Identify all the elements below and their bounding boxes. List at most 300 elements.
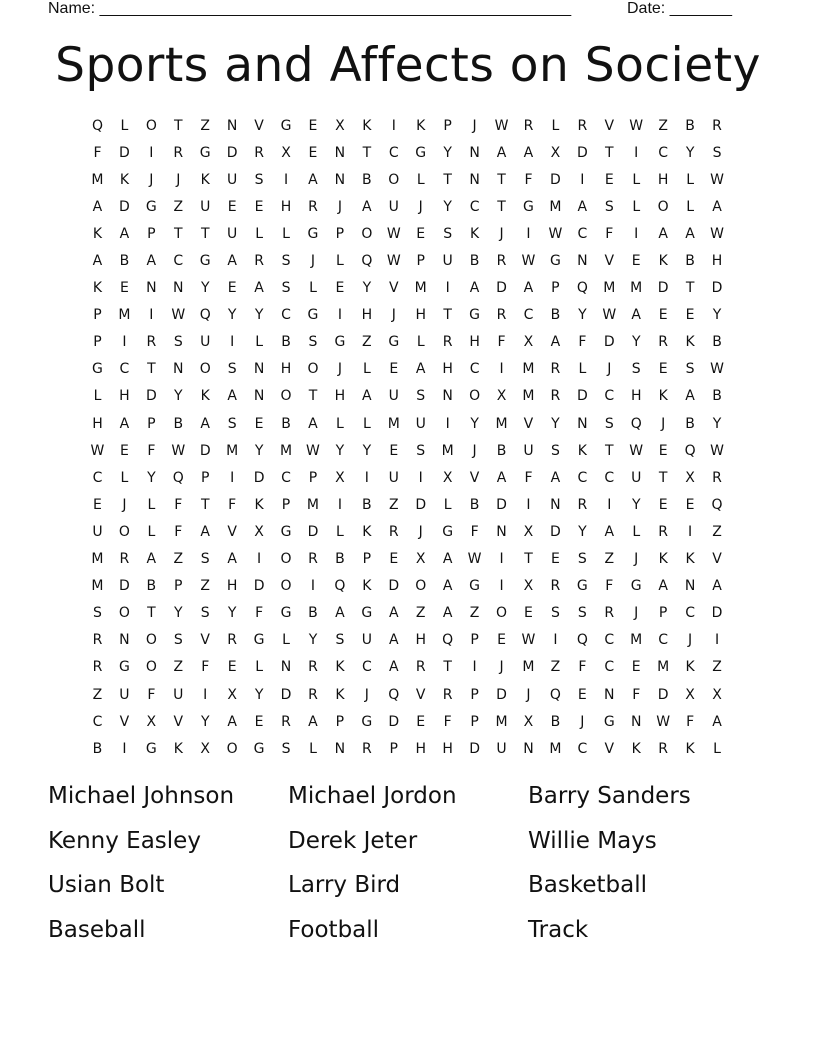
grid-letter: H <box>226 578 238 595</box>
letter-grid <box>84 112 734 762</box>
grid-letter: G <box>576 578 588 595</box>
grid-letter: S <box>281 253 291 270</box>
grid-letter: H <box>630 388 642 405</box>
grid-letter: D <box>253 469 265 486</box>
grid-letter: T <box>658 469 668 486</box>
grid-row <box>84 410 734 437</box>
grid-letter: F <box>255 605 264 622</box>
grid-letter: M <box>91 551 104 568</box>
grid-letter: F <box>524 469 533 486</box>
grid-letter: L <box>578 361 587 378</box>
grid-letter: F <box>228 496 237 513</box>
grid-letter: H <box>711 253 723 270</box>
grid-letter: S <box>550 605 560 622</box>
grid-letter: P <box>200 469 210 486</box>
grid-letter: P <box>335 225 345 242</box>
grid-letter: L <box>255 334 263 351</box>
grid-letter: A <box>685 225 695 242</box>
grid-row <box>84 708 734 735</box>
grid-letter: A <box>577 198 588 215</box>
grid-letter: I <box>553 632 558 649</box>
grid-letter: Q <box>630 415 642 432</box>
grid-letter: A <box>631 307 641 324</box>
grid-letter: M <box>387 415 400 432</box>
grid-letter: K <box>335 659 345 676</box>
grid-letter: J <box>176 171 181 188</box>
grid-letter: L <box>147 496 156 513</box>
grid-row <box>84 193 734 220</box>
date-field-label: Date: _______ <box>627 0 732 17</box>
grid-row <box>84 491 734 518</box>
grid-letter: R <box>550 578 561 595</box>
grid-letter: K <box>200 171 210 188</box>
grid-row <box>84 329 734 356</box>
grid-letter: B <box>712 334 722 351</box>
grid-letter: L <box>443 496 452 513</box>
grid-letter: G <box>145 198 157 215</box>
grid-letter: H <box>469 334 480 351</box>
grid-letter: K <box>685 740 695 757</box>
grid-letter: U <box>227 171 238 188</box>
grid-letter: U <box>200 198 211 215</box>
word-bank-item: Barry Sanders <box>528 783 691 809</box>
grid-letter: A <box>227 551 237 568</box>
grid-letter: Z <box>388 496 399 513</box>
grid-letter: J <box>337 361 342 378</box>
grid-letter: O <box>361 225 373 242</box>
grid-letter: W <box>710 225 724 242</box>
grid-letter: V <box>254 117 264 134</box>
grid-letter: P <box>93 334 102 351</box>
grid-letter: A <box>388 659 399 676</box>
grid-letter: P <box>335 713 345 730</box>
grid-letter: M <box>91 578 104 595</box>
grid-letter: R <box>712 469 722 486</box>
grid-letter: K <box>685 334 695 351</box>
grid-letter: G <box>361 713 373 730</box>
grid-letter: S <box>416 388 426 405</box>
grid-letter: T <box>605 144 614 161</box>
grid-letter: K <box>362 523 372 540</box>
grid-letter: Q <box>576 280 588 297</box>
grid-letter: J <box>122 496 127 513</box>
grid-letter: R <box>388 523 399 540</box>
grid-letter: M <box>522 388 535 405</box>
grid-letter: S <box>416 442 426 459</box>
grid-letter: I <box>122 334 127 351</box>
grid-letter: W <box>710 442 724 459</box>
grid-letter: E <box>227 659 237 676</box>
grid-letter: W <box>629 442 644 459</box>
grid-letter: N <box>119 632 130 649</box>
grid-letter: W <box>548 225 563 242</box>
grid-letter: K <box>92 225 103 242</box>
grid-letter: U <box>496 740 507 757</box>
grid-letter: J <box>634 551 639 568</box>
grid-letter: B <box>469 253 480 270</box>
grid-letter: D <box>253 578 265 595</box>
grid-letter: Y <box>254 442 264 459</box>
grid-letter: X <box>523 578 534 595</box>
grid-letter: C <box>281 307 291 324</box>
grid-letter: W <box>467 551 482 568</box>
grid-letter: P <box>362 551 372 568</box>
grid-letter: S <box>227 415 237 432</box>
grid-letter: M <box>306 496 320 513</box>
grid-letter: O <box>145 632 157 649</box>
grid-letter: A <box>496 469 507 486</box>
grid-letter: R <box>281 713 291 730</box>
grid-letter: G <box>334 334 346 351</box>
grid-letter: L <box>632 198 641 215</box>
grid-letter: X <box>335 469 345 486</box>
grid-letter: C <box>92 713 103 730</box>
grid-letter: C <box>281 469 291 486</box>
grid-letter: X <box>496 388 507 405</box>
grid-letter: P <box>147 225 156 242</box>
grid-letter: Z <box>200 117 211 134</box>
grid-letter: W <box>629 117 644 134</box>
grid-letter: I <box>526 225 531 242</box>
grid-letter: Q <box>199 307 211 324</box>
grid-letter: B <box>550 713 561 730</box>
grid-letter: K <box>335 686 345 703</box>
grid-letter: A <box>227 388 237 405</box>
grid-letter: Z <box>550 659 561 676</box>
grid-letter: V <box>227 523 237 540</box>
grid-letter: B <box>685 253 695 270</box>
grid-letter: K <box>470 225 480 242</box>
word-bank-item: Kenny Easley <box>48 827 201 854</box>
grid-letter: N <box>334 144 346 161</box>
grid-letter: G <box>523 198 534 215</box>
grid-letter: I <box>714 632 720 649</box>
grid-letter: W <box>521 632 536 649</box>
grid-letter: L <box>255 225 263 242</box>
grid-letter: Y <box>685 144 695 161</box>
grid-letter: A <box>362 388 372 405</box>
grid-letter: W <box>602 307 617 324</box>
grid-letter: N <box>334 740 346 757</box>
grid-letter: Q <box>388 686 400 703</box>
grid-letter: Z <box>658 117 668 134</box>
grid-letter: R <box>712 117 722 134</box>
grid-letter: R <box>119 551 130 568</box>
grid-letter: F <box>605 578 614 595</box>
grid-letter: M <box>630 280 643 297</box>
grid-row <box>84 247 734 274</box>
grid-letter: C <box>469 198 480 215</box>
grid-letter: Y <box>578 523 587 540</box>
grid-letter: C <box>604 388 615 405</box>
grid-letter: B <box>281 415 291 432</box>
grid-letter: Y <box>227 605 237 622</box>
grid-letter: V <box>200 632 210 649</box>
grid-letter: A <box>712 578 722 595</box>
grid-letter: I <box>364 469 369 486</box>
grid-letter: N <box>496 523 507 540</box>
grid-letter: O <box>415 578 427 595</box>
grid-letter: Q <box>334 578 346 595</box>
grid-letter: J <box>418 523 423 540</box>
grid-letter: T <box>605 442 614 459</box>
grid-letter: D <box>415 496 427 513</box>
grid-letter: X <box>335 117 345 134</box>
grid-letter: N <box>442 388 453 405</box>
grid-letter: K <box>631 740 641 757</box>
grid-letter: E <box>227 198 237 215</box>
grid-letter: S <box>281 280 291 297</box>
grid-letter: I <box>634 225 639 242</box>
grid-letter: I <box>310 578 316 595</box>
grid-letter: M <box>441 442 454 459</box>
grid-letter: E <box>658 496 668 513</box>
grid-letter: E <box>389 361 399 378</box>
grid-letter: I <box>337 307 342 324</box>
word-bank-item: Football <box>288 916 380 943</box>
grid-letter: E <box>685 307 695 324</box>
grid-letter: P <box>470 632 479 649</box>
grid-letter: L <box>309 740 317 757</box>
grid-letter: L <box>713 740 721 757</box>
grid-letter: W <box>386 225 401 242</box>
grid-letter: D <box>711 280 723 297</box>
grid-letter: S <box>281 740 291 757</box>
grid-letter: K <box>254 496 264 513</box>
grid-letter: K <box>200 388 210 405</box>
grid-letter: U <box>388 388 399 405</box>
grid-letter: K <box>362 578 372 595</box>
grid-letter: Y <box>362 442 372 459</box>
grid-letter: E <box>416 713 426 730</box>
grid-letter: Q <box>549 686 561 703</box>
grid-letter: A <box>254 280 264 297</box>
grid-letter: D <box>119 144 130 161</box>
grid-letter: Z <box>604 551 615 568</box>
grid-letter: J <box>634 605 639 622</box>
grid-letter: R <box>308 686 318 703</box>
grid-row <box>84 139 734 166</box>
grid-letter: S <box>604 198 614 215</box>
grid-letter: C <box>577 225 588 242</box>
grid-letter: B <box>685 117 695 134</box>
word-bank-item: Larry Bird <box>288 872 401 898</box>
grid-row <box>84 464 734 491</box>
grid-letter: Z <box>173 659 184 676</box>
grid-letter: F <box>174 523 183 540</box>
grid-letter: S <box>200 551 210 568</box>
grid-letter: C <box>173 253 184 270</box>
grid-letter: X <box>685 686 695 703</box>
grid-letter: R <box>254 253 264 270</box>
grid-letter: G <box>630 578 642 595</box>
grid-letter: J <box>580 713 585 730</box>
grid-letter: N <box>334 171 346 188</box>
grid-letter: W <box>90 442 105 459</box>
grid-letter: J <box>472 442 477 459</box>
grid-letter: P <box>147 415 156 432</box>
grid-letter: I <box>149 144 154 161</box>
word-bank-item: Basketball <box>528 872 647 898</box>
grid-letter: V <box>173 713 184 730</box>
grid-row <box>84 356 734 383</box>
grid-letter: F <box>174 496 183 513</box>
grid-letter: A <box>658 225 668 242</box>
grid-letter: T <box>200 496 210 513</box>
grid-letter: P <box>470 686 479 703</box>
grid-letter: E <box>685 496 695 513</box>
grid-letter: J <box>499 659 504 676</box>
grid-letter: F <box>578 659 587 676</box>
grid-letter: T <box>443 659 452 676</box>
grid-letter: Y <box>227 307 237 324</box>
grid-letter: E <box>416 225 426 242</box>
grid-letter: B <box>712 388 722 405</box>
grid-letter: K <box>119 171 129 188</box>
grid-letter: W <box>171 442 186 459</box>
grid-letter: D <box>388 713 400 730</box>
word-bank-item: Derek Jeter <box>288 827 418 854</box>
grid-letter: J <box>661 415 666 432</box>
grid-letter: J <box>472 117 477 134</box>
grid-letter: Q <box>361 253 373 270</box>
grid-letter: W <box>710 361 724 378</box>
grid-letter: I <box>283 171 289 188</box>
grid-row <box>84 275 734 302</box>
grid-row <box>84 518 734 545</box>
grid-letter: C <box>388 144 399 161</box>
grid-row <box>84 735 734 762</box>
grid-letter: H <box>415 740 426 757</box>
grid-letter: E <box>550 551 560 568</box>
grid-letter: G <box>253 740 265 757</box>
grid-letter: J <box>364 686 369 703</box>
grid-letter: S <box>550 442 560 459</box>
grid-letter: S <box>308 334 318 351</box>
grid-letter: T <box>147 361 156 378</box>
grid-letter: L <box>416 334 425 351</box>
grid-letter: D <box>280 686 292 703</box>
grid-letter: U <box>442 253 453 270</box>
grid-letter: Y <box>551 415 560 432</box>
grid-letter: G <box>118 659 130 676</box>
grid-letter: K <box>577 442 587 459</box>
grid-letter: N <box>173 361 184 378</box>
grid-letter: S <box>712 144 722 161</box>
grid-letter: T <box>200 225 210 242</box>
grid-letter: S <box>631 361 641 378</box>
grid-letter: L <box>309 280 317 297</box>
grid-letter: N <box>280 659 292 676</box>
grid-letter: G <box>280 523 292 540</box>
grid-letter: F <box>147 442 156 459</box>
grid-letter: D <box>496 496 507 513</box>
grid-letter: H <box>334 388 346 405</box>
grid-letter: E <box>631 659 641 676</box>
grid-letter: U <box>200 334 211 351</box>
grid-letter: D <box>496 686 507 703</box>
grid-letter: Y <box>200 280 210 297</box>
grid-letter: Y <box>631 496 641 513</box>
grid-letter: O <box>118 605 130 622</box>
grid-letter: Y <box>335 442 345 459</box>
grid-letter: U <box>388 469 399 486</box>
grid-letter: L <box>686 171 694 188</box>
grid-letter: J <box>391 307 396 324</box>
grid-letter: P <box>658 605 668 622</box>
grid-letter: Q <box>91 117 103 134</box>
grid-letter: B <box>173 415 184 432</box>
grid-letter: D <box>657 686 669 703</box>
grid-letter: M <box>630 632 643 649</box>
grid-row <box>84 302 734 329</box>
grid-letter: W <box>494 117 509 134</box>
grid-letter: G <box>549 253 561 270</box>
grid-letter: I <box>203 686 208 703</box>
grid-letter: I <box>499 578 504 595</box>
grid-letter: J <box>149 171 154 188</box>
grid-letter: Z <box>712 659 722 676</box>
grid-letter: K <box>658 551 668 568</box>
grid-letter: M <box>414 280 427 297</box>
grid-letter: Z <box>469 605 480 622</box>
grid-letter: K <box>685 551 695 568</box>
grid-letter: R <box>227 632 238 649</box>
grid-letter: O <box>145 659 157 676</box>
grid-letter: I <box>472 659 477 676</box>
grid-letter: Y <box>578 307 587 324</box>
grid-letter: A <box>335 605 345 622</box>
grid-letter: X <box>281 144 291 161</box>
grid-letter: I <box>499 361 504 378</box>
grid-letter: A <box>442 551 453 568</box>
grid-letter: E <box>119 442 129 459</box>
grid-letter: R <box>550 388 561 405</box>
grid-letter: L <box>551 117 560 134</box>
grid-letter: I <box>122 740 127 757</box>
word-bank-item: Usian Bolt <box>48 872 165 898</box>
grid-letter: M <box>522 659 535 676</box>
grid-letter: X <box>523 523 534 540</box>
grid-letter: G <box>415 144 427 161</box>
grid-letter: J <box>499 225 504 242</box>
grid-letter: M <box>279 442 293 459</box>
grid-letter: X <box>685 469 695 486</box>
grid-letter: Y <box>631 334 641 351</box>
grid-letter: O <box>388 171 400 188</box>
grid-letter: X <box>415 551 426 568</box>
grid-letter: C <box>361 659 372 676</box>
grid-letter: O <box>657 198 669 215</box>
grid-letter: L <box>362 361 371 378</box>
grid-letter: N <box>577 415 588 432</box>
grid-letter: X <box>442 469 453 486</box>
grid-letter: S <box>93 605 102 622</box>
grid-letter: B <box>92 740 103 757</box>
grid-letter: B <box>362 496 372 513</box>
grid-letter: M <box>549 740 562 757</box>
grid-letter: I <box>607 496 612 513</box>
grid-letter: N <box>253 388 265 405</box>
grid-letter: H <box>415 632 426 649</box>
grid-letter: E <box>524 605 533 622</box>
grid-letter: A <box>388 632 399 649</box>
grid-letter: J <box>607 361 612 378</box>
grid-letter: C <box>604 632 615 649</box>
grid-letter: S <box>604 415 614 432</box>
grid-letter: P <box>281 496 291 513</box>
grid-letter: U <box>523 442 534 459</box>
